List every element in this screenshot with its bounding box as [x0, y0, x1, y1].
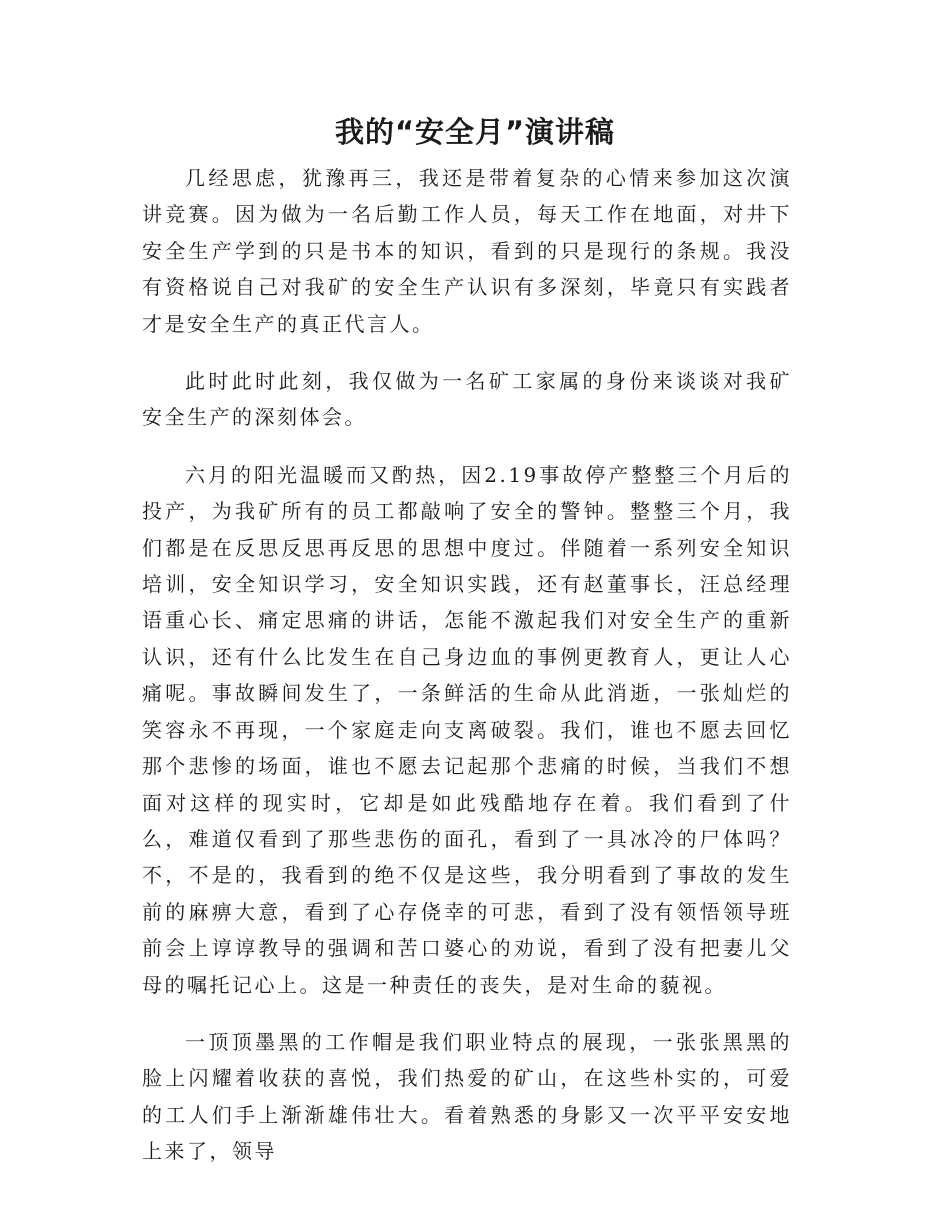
- paragraph: 六月的阳光温暖而又酌热，因2.19事故停产整整三个月后的投产，为我矿所有的员工都敲响了安全的警钟。整整三个月，我们都是在反思反思再反思的思想中度过。伴随着一系列安全知识培训，安全知识学习，安全知识实践，还有赵董事长，汪总经理语重心长、痛定思痛的讲话，怎能不激起我们对安全生产的重新认识，还有什么比发生在自己身边血的事例更教育人，更让人心痛呢。事故瞬间发生了，一条鲜活的生命从此消逝，一张灿烂的笑容永不再现，一个家庭走向支离破裂。我们，谁也不愿去回忆那个悲惨的场面，谁也不愿去记起那个悲痛的时候，当我们不想面对这样的现实时，它却是如此残酷地存在着。我们看到了什么，难道仅看到了那些悲伤的面孔，看到了一具冰冷的尸体吗？不，不是的，我看到的绝不仅是这些，我分明看到了事故的发生前的麻痹大意，看到了心存侥幸的可悲，看到了没有领悟领导班前会上谆谆教导的强调和苦口婆心的劝说，看到了没有把妻儿父母的嘱托记心上。这是一种责任的丧失，是对生命的藐视。: [142, 462, 792, 997]
- document-title: 我的“安全月”演讲稿: [334, 115, 616, 149]
- document-body: [142, 160, 792, 1191]
- paragraph: 几经思虑，犹豫再三，我还是带着复杂的心情来参加这次演讲竞赛。因为做为一名后勤工作人员，每天工作在地面，对井下安全生产学到的只是书本的知识，看到的只是现行的条规。我没有资格说自己对我矿的安全生产认识有多深刻，毕竟只有实践者才是安全生产的真正代言人。: [142, 166, 792, 336]
- paragraph: 此时此时此刻，我仅做为一名矿工家属的身份来谈谈对我矿安全生产的深刻体会。: [142, 369, 792, 430]
- paragraph: 一顶顶墨黑的工作帽是我们职业特点的展现，一张张黑黑的脸上闪耀着收获的喜悦，我们热爱的矿山，在这些朴实的，可爱的工人们手上渐渐雄伟壮大。看着熟悉的身影又一次平平安安地上来了，领导: [142, 1029, 792, 1164]
